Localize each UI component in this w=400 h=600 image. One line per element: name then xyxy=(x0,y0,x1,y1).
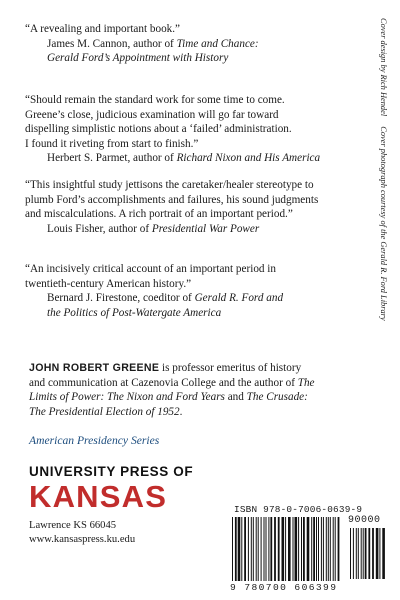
blurb-quote xyxy=(25,93,349,151)
bio-text: . xyxy=(179,405,183,418)
publisher-website: www.kansaspress.ku.edu xyxy=(29,534,136,545)
attribution-text: Bernard J. Firestone, coeditor of xyxy=(47,292,195,305)
design-credit: Cover design by Rich Hendel xyxy=(379,18,388,117)
publisher-logo-kansas: KANSAS xyxy=(29,479,168,514)
book-title: The Presidential Election of 1952 xyxy=(29,405,180,418)
publisher-line1: UNIVERSITY PRESS OF xyxy=(29,464,194,479)
attribution-line xyxy=(47,37,349,52)
attribution-line xyxy=(47,291,349,306)
attribution-title: Time and Chance: xyxy=(176,37,259,50)
blurb-quote xyxy=(25,262,349,291)
publisher-block xyxy=(29,464,193,547)
attribution-text: Louis Fisher, author of xyxy=(47,222,152,235)
bio-line xyxy=(29,361,359,376)
quote-line: dispelling simplistic notions about a ‘failed’ administration. xyxy=(25,123,292,136)
quote-line: and miscalculations. A rich portrait of an important period.” xyxy=(25,208,293,221)
blurb-quote xyxy=(25,178,349,222)
attribution-title: Gerald Ford’s Appointment with History xyxy=(47,52,229,65)
blurb-attribution xyxy=(29,37,349,66)
author-name: JOHN ROBERT GREENE xyxy=(29,362,160,374)
ean-number: 9 780700 606399 xyxy=(230,582,338,593)
blurb-firestone xyxy=(25,262,349,320)
quote-line: Greene’s close, judicious examination will go far toward xyxy=(25,108,279,121)
attribution-text: James M. Cannon, author of xyxy=(47,37,177,50)
quote-line: plumb Ford’s accomplishments and failures, his sound judgments xyxy=(25,193,319,206)
attribution-text: Herbert S. Parmet, author of xyxy=(47,152,177,165)
blurb-attribution xyxy=(29,151,349,166)
bio-line xyxy=(29,390,359,405)
photo-credit: Cover photograph courtesy of the Gerald R. Ford Library xyxy=(379,126,388,321)
quote-line: “An incisively critical account of an important period in xyxy=(25,263,277,275)
blurb-fisher xyxy=(25,178,349,236)
isbn-text: ISBN 978-0-7006-0639-9 xyxy=(234,504,363,515)
bio-text: and xyxy=(224,391,247,404)
blurb-quote xyxy=(25,22,349,37)
cover-credits xyxy=(372,18,388,578)
barcode-block xyxy=(230,504,390,594)
attribution-line xyxy=(47,222,349,237)
publisher-contact xyxy=(29,519,193,547)
quote-line: “Should remain the standard work for some time to come. xyxy=(25,94,285,106)
bio-text: and communication at Cazenovia College and the author of xyxy=(29,376,298,389)
book-title: The Crusade: xyxy=(246,391,308,404)
book-title: The xyxy=(297,376,315,389)
publisher-address: Lawrence KS 66045 xyxy=(29,520,117,531)
attribution-line xyxy=(47,151,349,166)
ean-barcode-icon xyxy=(230,517,342,581)
blurb-attribution xyxy=(29,291,349,320)
price-code: 90000 xyxy=(348,515,381,526)
quote-line: I found it riveting from start to finish.” xyxy=(25,137,199,150)
attribution-title: the Politics of Post-Watergate America xyxy=(47,306,222,319)
series-name: American Presidency Series xyxy=(29,434,160,447)
quote-line: twentieth-century American history.” xyxy=(25,277,192,290)
price-barcode-icon xyxy=(348,528,388,579)
author-bio xyxy=(29,361,359,419)
blurb-parmet xyxy=(25,93,349,166)
quote-line: “A revealing and important book.” xyxy=(25,23,181,35)
attribution-title: Presidential War Power xyxy=(151,222,260,235)
book-title: Limits of Power: The Nixon and Ford Years xyxy=(29,391,225,404)
blurb-cannon xyxy=(25,22,349,66)
bio-text: is professor emeritus of history xyxy=(159,362,302,374)
attribution-title: Richard Nixon and His America xyxy=(176,152,321,165)
bio-line xyxy=(29,405,359,420)
quote-line: “This insightful study jettisons the caretaker/healer stereotype to xyxy=(25,179,314,191)
blurb-attribution xyxy=(29,222,349,237)
attribution-title: Gerald R. Ford and xyxy=(194,292,284,305)
bio-line xyxy=(29,376,359,391)
